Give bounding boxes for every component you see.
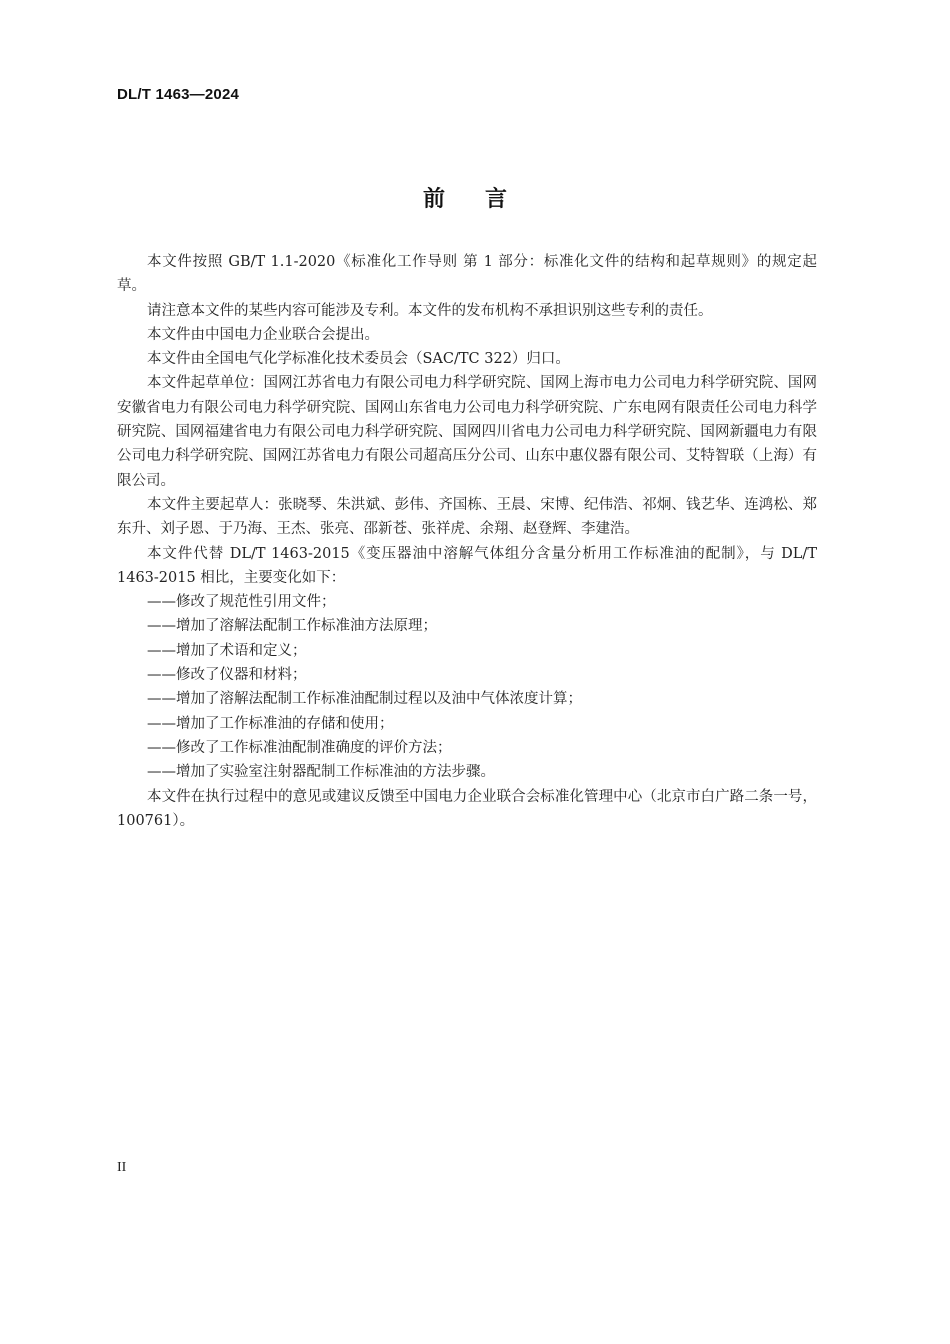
paragraph-proposer: 本文件由中国电力企业联合会提出。 <box>147 326 379 343</box>
page-title: 前言 <box>422 187 547 212</box>
paragraph-drafting-rules: 本文件按照 GB/T 1.1-2020《标准化工作导则 第 1 部分：标准化文件的结构和起草规则》的规定起草。 <box>117 254 817 295</box>
change-list-item: ——增加了工作标准油的存储和使用； <box>147 715 394 732</box>
paragraph-committee: 本文件由全国电气化学标准化技术委员会（SAC/TC 322）归口。 <box>147 351 570 368</box>
paragraph-patent-notice: 请注意本文件的某些内容可能涉及专利。本文件的发布机构不承担识别这些专利的责任。 <box>147 302 713 319</box>
change-list-item: ——增加了术语和定义； <box>147 642 307 659</box>
paragraph-feedback: 本文件在执行过程中的意见或建议反馈至中国电力企业联合会标准化管理中心（北京市白广路二条一号，100761）。 <box>117 788 817 829</box>
change-list-item: ——增加了溶解法配制工作标准油方法原理； <box>147 618 437 635</box>
document-code: DL/T 1463—2024 <box>117 86 240 103</box>
paragraph-drafters: 本文件主要起草人：张晓琴、朱洪斌、彭伟、齐国栋、王晨、宋博、纪伟浩、祁炯、钱艺华、连鸿松、郑东升、刘子恩、于乃海、王杰、张亮、邵新苍、张祥虎、余翔、赵登辉、李建浩。 <box>117 496 817 538</box>
paragraph-drafting-units: 本文件起草单位：国网江苏省电力有限公司电力科学研究院、国网上海市电力公司电力科学研究院、国网安徽省电力有限公司电力科学研究院、国网山东省电力公司电力科学研究院、广东电网有限责任公司电力科学研究院、国网福建省电力有限公司电力科学研究院、国网四川省电力公司电力科学研究院、国网新疆电力有限公司电力科学研究院、国网江苏省电力有限公司超高压分公司、山东中惠仪器有限公司、艾特智联（上海）有限公司。 <box>117 375 817 489</box>
page-number: II <box>117 1160 127 1175</box>
change-list-item: ——增加了溶解法配制工作标准油配制过程以及油中气体浓度计算； <box>147 691 582 708</box>
change-list-item: ——修改了仪器和材料； <box>147 667 307 684</box>
foreword-body <box>117 250 817 833</box>
change-list-item: ——修改了规范性引用文件； <box>147 594 336 611</box>
change-list-item: ——修改了工作标准油配制准确度的评价方法； <box>147 739 452 756</box>
paragraph-replacement: 本文件代替 DL/T 1463-2015《变压器油中溶解气体组分含量分析用工作标准油的配制》，与 DL/T 1463-2015 相比，主要变化如下： <box>117 545 817 586</box>
change-list-item: ——增加了实验室注射器配制工作标准油的方法步骤。 <box>147 764 495 781</box>
